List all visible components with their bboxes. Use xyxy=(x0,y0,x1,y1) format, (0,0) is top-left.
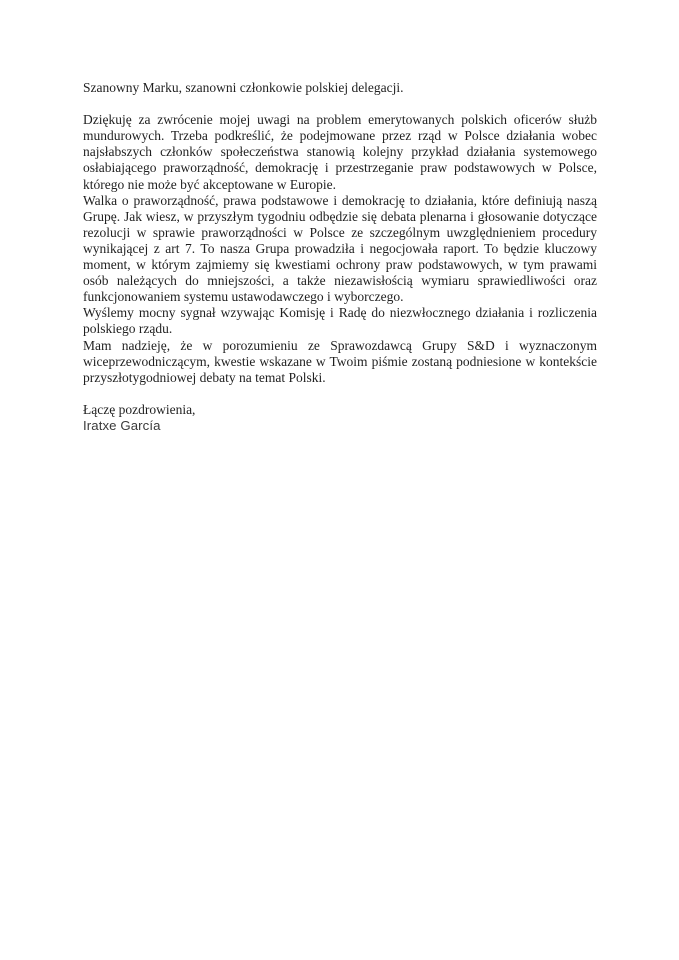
text-line: którego nie może być akceptowane w Europie. xyxy=(83,176,337,192)
paragraph-pension-officers xyxy=(83,112,597,192)
salutation: Szanowny Marku, szanowni członkowie polskiej delegacji. xyxy=(83,80,404,95)
text-line: wiceprzewodniczącym, kwestie wskazane w Twoim piśmie zostaną podniesione w kontekście xyxy=(83,353,597,369)
text-line: funkcjonowaniem systemu ustawodawczego i wyborczego. xyxy=(83,289,404,305)
paragraph-strong-signal xyxy=(83,305,597,337)
text-line: Walka o praworządność, prawa podstawowe i demokrację to działania, które definiują naszą xyxy=(83,192,597,208)
text-line: osłabiającego praworządność, demokrację i przestrzeganie praw podstawowych w Polsce, xyxy=(83,160,597,176)
blank-line xyxy=(83,386,597,402)
text-line: wynikającej z art 7. To nasza Grupa prowadziła i negocjowała raport. To będzie kluczowy xyxy=(83,240,597,256)
closing: Łączę pozdrowienia, xyxy=(83,401,196,417)
paragraph-hope-rapporteur xyxy=(83,338,597,386)
text-line: rezolucji w sprawie praworządności w Polsce ze szczególnym uwzględnieniem procedury xyxy=(83,224,597,240)
signature-name: Iratxe García xyxy=(83,417,161,433)
paragraph-rule-of-law-debate xyxy=(83,193,597,306)
letter-body xyxy=(83,80,597,434)
text-line: mundurowych. Trzeba podkreślić, że podejmowane przez rząd w Polsce działania wobec xyxy=(83,128,597,144)
text-line: osób należących do mniejszości, a także niezawisłością wymiaru sprawiedliwości oraz xyxy=(83,273,597,289)
text-line: Mam nadzieję, że w porozumieniu ze Sprawozdawcą Grupy S&D i wyznaczonym xyxy=(83,337,597,353)
text-line: moment, w którym zajmiemy się kwestiami ochrony praw podstawowych, w tym prawami xyxy=(83,257,597,273)
text-line: Grupę. Jak wiesz, w przyszłym tygodniu odbędzie się debata plenarna i głosowanie dotyczące xyxy=(83,208,597,224)
text-line: polskiego rządu. xyxy=(83,321,173,337)
blank-line xyxy=(83,96,597,112)
text-line: przyszłotygodniowej debaty na temat Polski. xyxy=(83,369,326,385)
text-line: Dziękuję za zwrócenie mojej uwagi na problem emerytowanych polskich oficerów służb xyxy=(83,112,597,128)
text-line: Wyślemy mocny sygnał wzywając Komisję i Radę do niezwłocznego działania i rozliczenia xyxy=(83,305,597,321)
text-line: najsłabszych członków społeczeństwa stanowią kolejny przykład działania systemowego xyxy=(83,144,597,160)
